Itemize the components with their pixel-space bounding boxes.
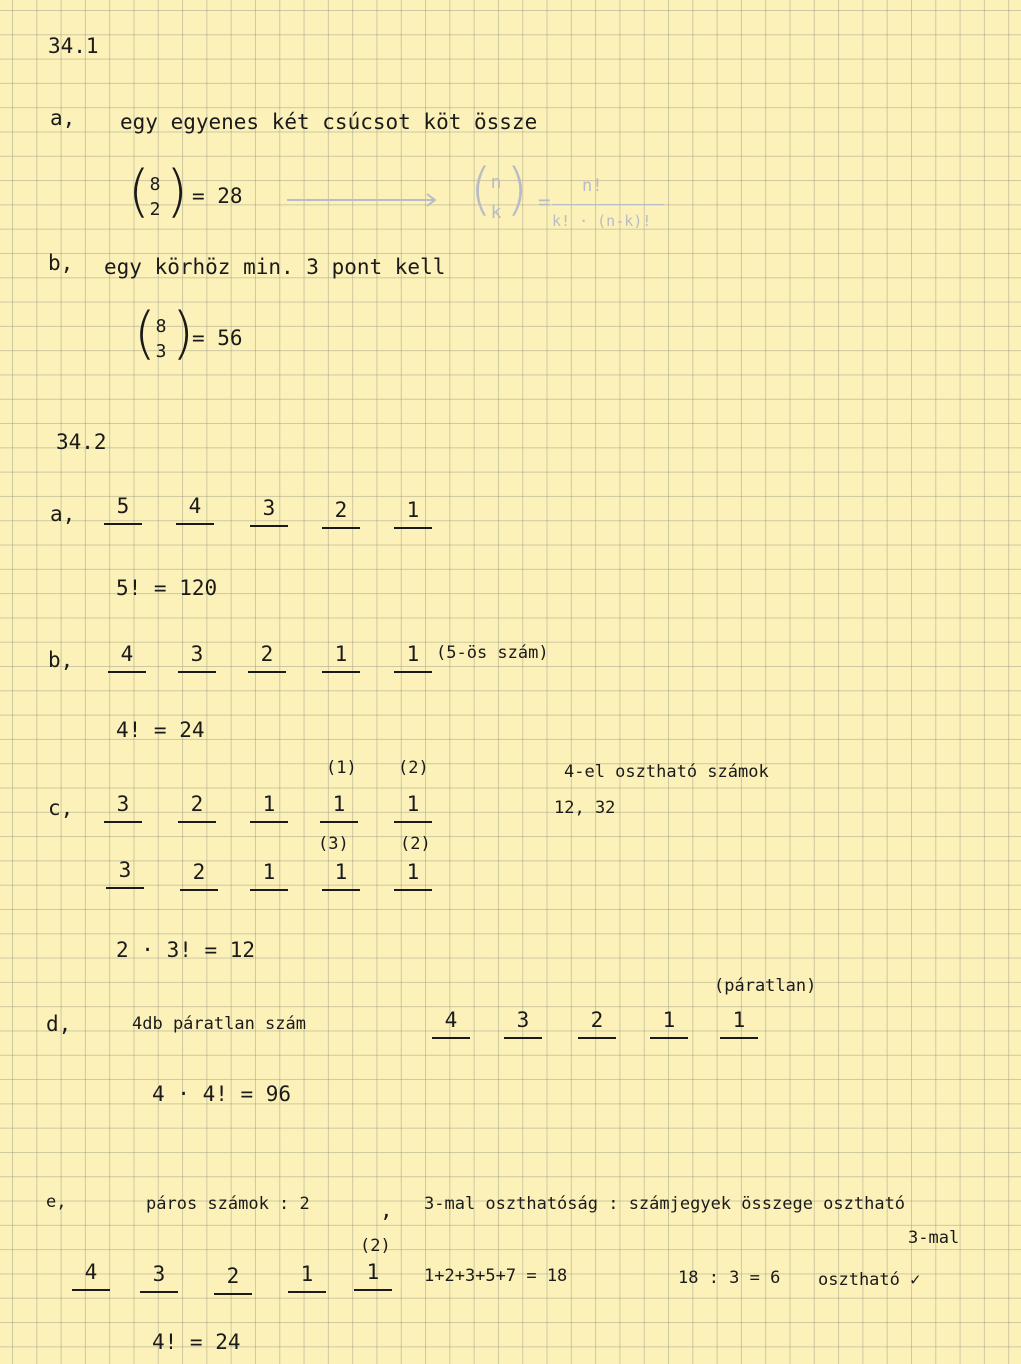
slot: 2 xyxy=(214,1266,252,1287)
slot: 1 xyxy=(322,862,360,883)
formula-k: k xyxy=(490,202,502,223)
label-b-341: b, xyxy=(48,251,74,275)
slot: 1 xyxy=(250,794,288,815)
slot: 1 xyxy=(394,644,432,665)
slot: 3 xyxy=(504,1010,542,1031)
formula-n: n xyxy=(490,172,502,193)
binom-k: 3 xyxy=(155,341,167,362)
binom-n: 8 xyxy=(149,174,161,195)
text-d-342: 4db páratlan szám xyxy=(132,1014,306,1034)
binom-n: 8 xyxy=(155,316,167,337)
slot: 5 xyxy=(104,496,142,517)
slot: 3 xyxy=(106,860,144,881)
result-e-342: 4! = 24 xyxy=(152,1330,241,1354)
slot: 4 xyxy=(432,1010,470,1031)
text-e-sum: 1+2+3+5+7 = 18 xyxy=(424,1266,568,1286)
mark-c-top2: (2) xyxy=(398,758,429,778)
mark-c-mid2: (2) xyxy=(400,834,431,854)
formula-den: k! · (n-k)! xyxy=(552,212,652,230)
slot: 1 xyxy=(354,1262,392,1283)
mark-c-top1: (1) xyxy=(326,758,357,778)
heading-34-2: 34.2 xyxy=(56,430,107,454)
result-56: = 56 xyxy=(192,326,243,350)
binom-k: 2 xyxy=(149,199,161,220)
formula-num: n! xyxy=(582,176,603,196)
slot: 3 xyxy=(104,794,142,815)
text-e-div3-end: 3-mal xyxy=(908,1228,960,1248)
slot: 2 xyxy=(578,1010,616,1031)
text-e-division: 18 : 3 = 6 xyxy=(678,1268,781,1288)
mark-e: (2) xyxy=(360,1236,391,1256)
slot: 1 xyxy=(650,1010,688,1031)
slot: 1 xyxy=(720,1010,758,1031)
text-e-conclusion: osztható ✓ xyxy=(818,1270,921,1290)
label-b-342: b, xyxy=(48,648,74,672)
mark-c-mid1: (3) xyxy=(318,834,349,854)
label-d-342: d, xyxy=(46,1012,72,1036)
slot: 1 xyxy=(394,794,432,815)
note-b-342: (5-ös szám) xyxy=(436,643,549,663)
text-a-341: egy egyenes két csúcsot köt össze xyxy=(120,110,538,134)
slot: 4 xyxy=(72,1262,110,1283)
slot: 1 xyxy=(394,862,432,883)
note-c-title: 4-el osztható számok xyxy=(564,762,769,782)
slot: 3 xyxy=(250,498,288,519)
result-a-342: 5! = 120 xyxy=(116,576,218,600)
text-e-comma: , xyxy=(380,1198,393,1222)
note-d-paratlan: (páratlan) xyxy=(714,976,817,996)
text-b-341: egy körhöz min. 3 pont kell xyxy=(104,255,446,279)
note-c-values: 12, 32 xyxy=(554,798,616,818)
slot: 2 xyxy=(248,644,286,665)
slot: 2 xyxy=(322,500,360,521)
slot: 2 xyxy=(178,794,216,815)
text-e-even: páros számok : 2 xyxy=(146,1194,310,1214)
result-c-342: 2 · 3! = 12 xyxy=(116,938,256,962)
slot: 1 xyxy=(322,644,360,665)
slot: 2 xyxy=(180,862,218,883)
label-a-342: a, xyxy=(50,502,76,526)
fraction-bar xyxy=(552,204,664,205)
slot: 4 xyxy=(108,644,146,665)
result-b-342: 4! = 24 xyxy=(116,718,205,742)
result-28: = 28 xyxy=(192,184,243,208)
result-d-342: 4 · 4! = 96 xyxy=(152,1082,292,1106)
text-e-div3: 3-mal oszthatóság : számjegyek összege osztható xyxy=(424,1194,906,1214)
slot: 1 xyxy=(288,1264,326,1285)
label-c-342: c, xyxy=(48,796,74,820)
slot: 4 xyxy=(176,496,214,517)
heading-34-1: 34.1 xyxy=(48,34,99,58)
label-e-342: e, xyxy=(46,1192,67,1212)
formula-eq: = xyxy=(538,190,551,214)
slot: 1 xyxy=(394,500,432,521)
arrow-right-icon xyxy=(285,190,445,210)
slot: 3 xyxy=(178,644,216,665)
label-a-341: a, xyxy=(50,106,76,130)
slot: 3 xyxy=(140,1264,178,1285)
slot: 1 xyxy=(250,862,288,883)
slot: 1 xyxy=(320,794,358,815)
